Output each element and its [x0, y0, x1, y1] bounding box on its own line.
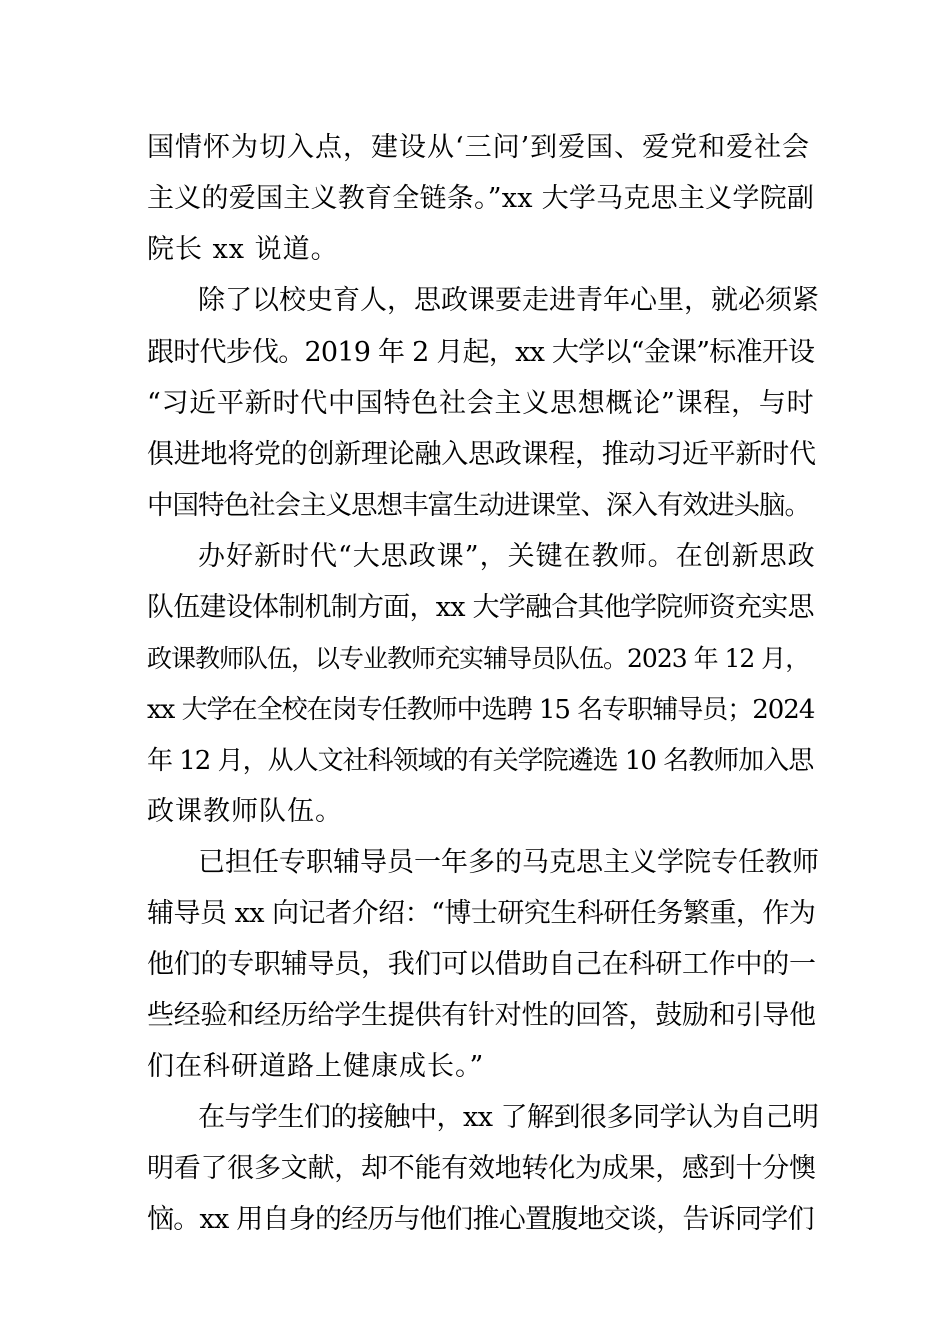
text-line: 们在科研道路上健康成长。”	[147, 1051, 485, 1082]
text-line: “习近平新时代中国特色社会主义思想概论”课程，与时	[147, 388, 815, 419]
text-line: 政课教师队伍。	[147, 796, 343, 827]
text-line: 年 12 月，从人文社科领域的有关学院遴选 10 名教师加入思	[147, 746, 814, 776]
text-line: 在与学生们的接触中，xx 了解到很多同学认为自己明	[198, 1102, 819, 1133]
text-line: 中国特色社会主义思想丰富生动进课堂、深入有效进头脑。	[147, 490, 810, 521]
text-line: 国情怀为切入点，建设从‘三问’到爱国、爱党和爱社会	[147, 132, 811, 163]
text-line: 辅导员 xx 向记者介绍：“博士研究生科研任务繁重，作为	[147, 898, 816, 929]
text-line: 恼。xx 用自身的经历与他们推心置腹地交谈，告诉同学们	[147, 1204, 814, 1235]
text-line: 俱进地将党的创新理论融入思政课程，推动习近平新时代	[147, 439, 816, 470]
text-line: 跟时代步伐。2019 年 2 月起，xx 大学以“金课”标准开设	[147, 337, 815, 368]
text-line: 明看了很多文献，却不能有效地转化为成果，感到十分懊	[147, 1153, 816, 1184]
text-line: 主义的爱国主义教育全链条。”xx 大学马克思主义学院副	[147, 183, 815, 214]
text-line: 队伍建设体制机制方面，xx 大学融合其他学院师资充实思	[147, 592, 814, 623]
text-line: xx 大学在全校在岗专任教师中选聘 15 名专职辅导员；2024	[147, 695, 815, 725]
text-line: 已担任专职辅导员一年多的马克思主义学院专任教师	[198, 847, 819, 878]
text-line: 政课教师队伍，以专业教师充实辅导员队伍。2023 年 12 月，	[147, 644, 810, 673]
text-line: 他们的专职辅导员，我们可以借助自己在科研工作中的一	[147, 949, 816, 980]
text-line: 院长 xx 说道。	[147, 234, 339, 265]
text-line: 办好新时代“大思政课”，关键在教师。在创新思政	[198, 541, 816, 572]
text-line: 除了以校史育人，思政课要走进青年心里，就必须紧	[198, 285, 819, 316]
text-line: 些经验和经历给学生提供有针对性的回答，鼓励和引导他	[147, 1000, 816, 1031]
